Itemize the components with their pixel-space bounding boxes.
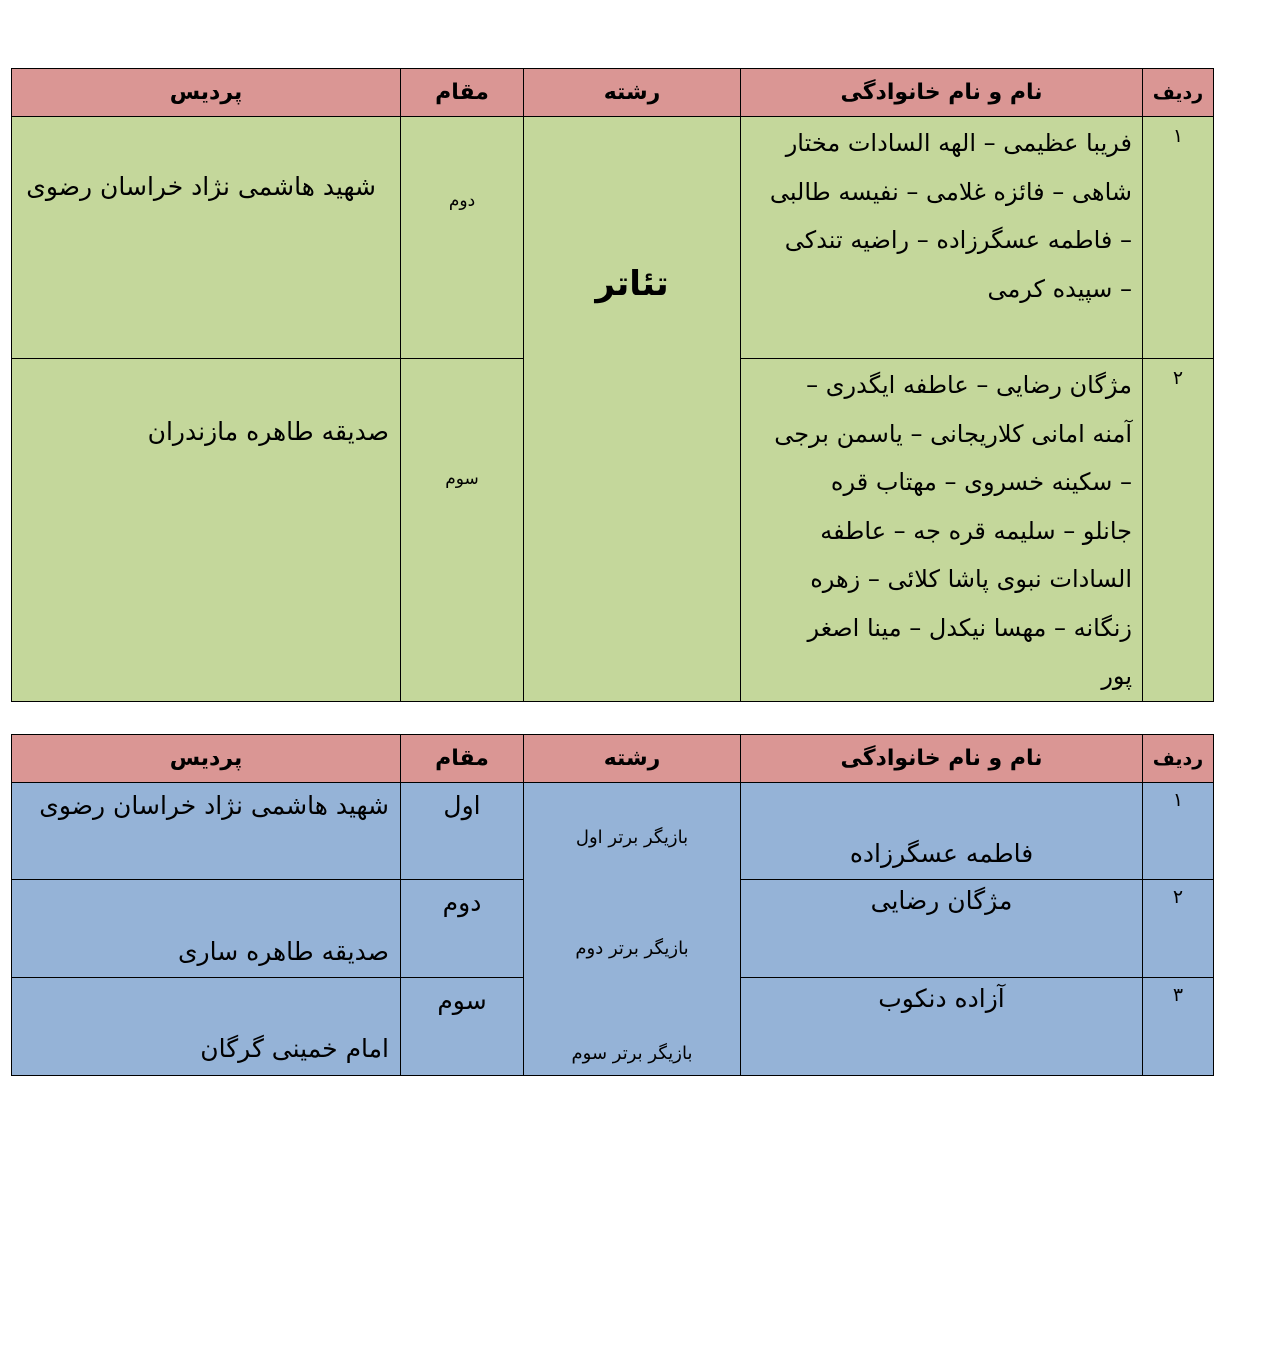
- name-line: شاهی – فائزه غلامی – نفیسه طالبی: [769, 177, 1132, 206]
- names-cell: [741, 117, 1143, 359]
- campus-cell: [12, 880, 401, 978]
- table-row: [12, 783, 1214, 880]
- name-line: زنگانه – مهسا نیکدل – مینا اصغر: [807, 613, 1132, 642]
- name-line: فریبا عظیمی – الهه السادات مختار: [785, 129, 1132, 157]
- header-rank: مقام: [401, 735, 524, 783]
- header-row-no: ردیف: [1143, 735, 1214, 783]
- row-number: ۳: [1143, 978, 1214, 1076]
- name-line: جانلو – سلیمه قره جه – عاطفه: [820, 516, 1132, 545]
- row-number: ۲: [1143, 880, 1214, 978]
- name-line: پور: [1101, 662, 1132, 690]
- campus-name: امام خمینی گرگان: [200, 1034, 389, 1063]
- names-cell: [741, 359, 1143, 702]
- rank-cell: اول: [401, 783, 524, 880]
- campus-name: صدیقه طاهره ساری: [177, 937, 389, 966]
- person-name: فاطمه عسگرزاده: [849, 839, 1034, 868]
- header-name: نام و نام خانوادگی: [741, 735, 1143, 783]
- header-field: رشته: [524, 69, 741, 117]
- name-line: آمنه امانی کلاریجانی – یاسمن برجی: [774, 419, 1132, 448]
- field-cell: [524, 117, 741, 702]
- header-name: نام و نام خانوادگی: [741, 69, 1143, 117]
- table-row: [12, 117, 1214, 359]
- name-line: – فاطمه عسگرزاده – راضیه تندکی: [784, 226, 1132, 254]
- row-number: ۱: [1143, 783, 1214, 880]
- best-actor-table: [11, 734, 1214, 1076]
- campus-cell: [12, 978, 401, 1076]
- name-line: السادات نبوی پاشا کلائی – زهره: [810, 565, 1132, 593]
- person-name: آزاده دنکوب: [878, 984, 1005, 1013]
- header-campus: پردیس: [12, 69, 401, 117]
- rank-cell: سوم: [401, 359, 524, 702]
- header-field: رشته: [524, 735, 741, 783]
- field-label: تئاتر: [595, 263, 669, 304]
- name-cell: [741, 978, 1143, 1076]
- name-line: – سپیده کرمی: [987, 274, 1132, 303]
- row-number: ۱: [1143, 117, 1214, 359]
- row-number: ۲: [1143, 359, 1214, 702]
- header-row: [12, 735, 1214, 783]
- name-cell: [741, 783, 1143, 880]
- field-label: بازیگر برتر دوم: [575, 938, 689, 959]
- field-label: بازیگر برتر سوم: [571, 1043, 693, 1064]
- name-line: – سکینه خسروی – مهتاب قره: [830, 468, 1132, 496]
- header-campus: پردیس: [12, 735, 401, 783]
- name-cell: [741, 880, 1143, 978]
- header-rank: مقام: [401, 69, 524, 117]
- header-row: [12, 69, 1214, 117]
- campus-name: شهید هاشمی نژاد خراسان رضوی: [39, 791, 389, 820]
- field-cell: [524, 783, 741, 1076]
- rank-cell: دوم: [401, 880, 524, 978]
- rank-cell: سوم: [401, 978, 524, 1076]
- campus-cell: [12, 783, 401, 880]
- campus-cell: شهید هاشمی نژاد خراسان رضوی: [12, 117, 401, 359]
- campus-cell: صدیقه طاهره مازندران: [12, 359, 401, 702]
- rank-cell: دوم: [401, 117, 524, 359]
- field-label: بازیگر برتر اول: [575, 827, 689, 848]
- person-name: مژگان رضایی: [870, 886, 1013, 915]
- name-line: مژگان رضایی – عاطفه ایگدری –: [806, 371, 1132, 399]
- header-row-no: ردیف: [1143, 69, 1214, 117]
- theater-results-table: [11, 68, 1214, 702]
